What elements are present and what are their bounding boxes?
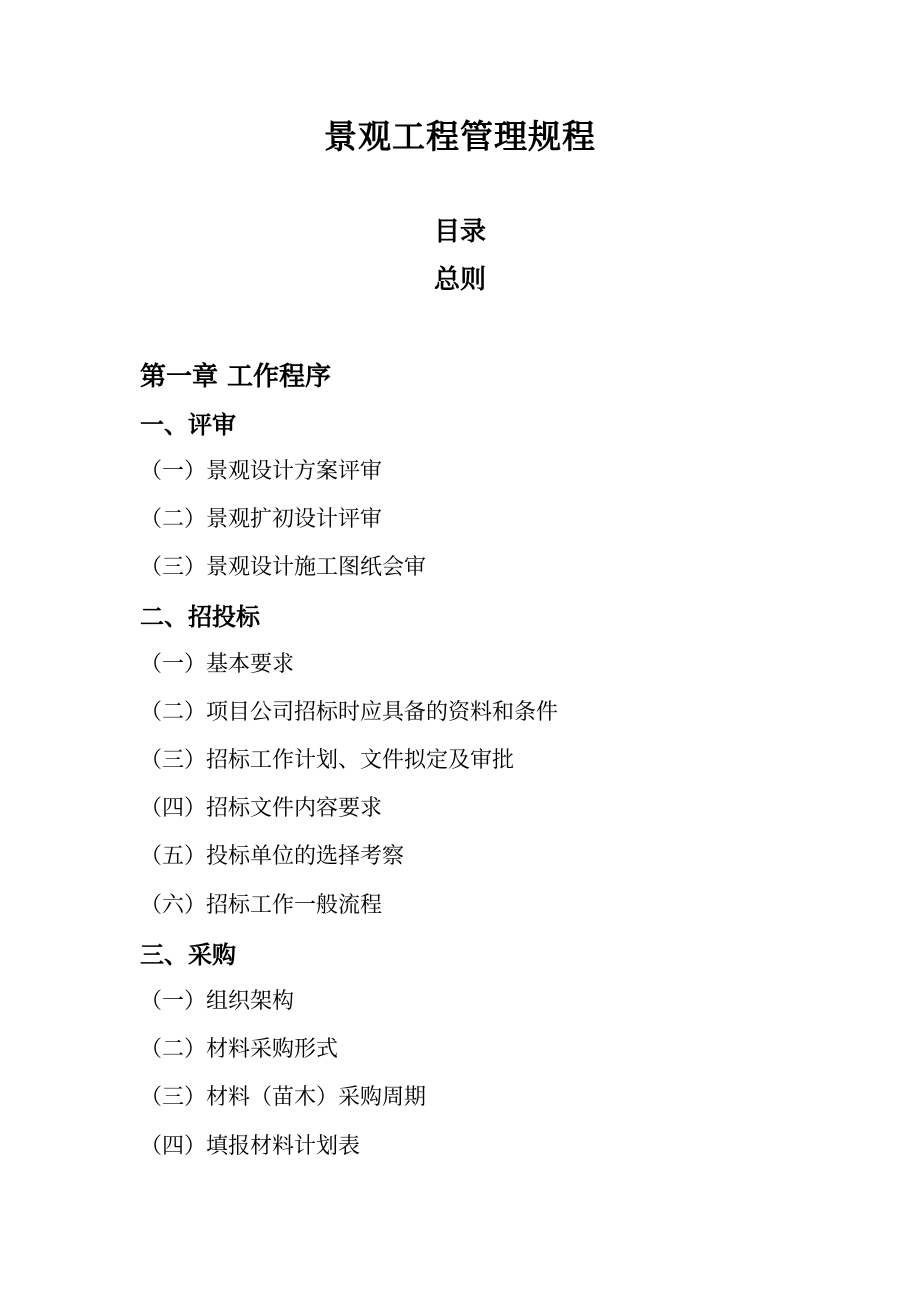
toc-item: （三）景观设计施工图纸会审	[140, 555, 427, 580]
toc-item: （三）材料（苗木）采购周期	[140, 1085, 427, 1110]
toc-item: （六）招标工作一般流程	[140, 893, 383, 918]
toc-item: （二）景观扩初设计评审	[140, 507, 383, 532]
toc-item: （五）投标单位的选择考察	[140, 844, 405, 869]
toc-item: （四）填报材料计划表	[140, 1134, 361, 1159]
chapter-heading: 第一章 工作程序	[140, 362, 332, 392]
section-heading-review: 一、评审	[140, 410, 236, 439]
toc-heading: 目录	[433, 217, 486, 247]
toc-item: （一）基本要求	[140, 652, 295, 677]
toc-item: （二）材料采购形式	[140, 1037, 339, 1062]
toc-item: （一）组织架构	[140, 989, 295, 1014]
toc-item: （四）招标文件内容要求	[140, 796, 383, 821]
toc-item: （一）景观设计方案评审	[140, 459, 383, 484]
toc-item: （三）招标工作计划、文件拟定及审批	[140, 748, 515, 773]
general-provisions-heading: 总则	[433, 265, 486, 295]
toc-item: （二）项目公司招标时应具备的资料和条件	[140, 700, 559, 725]
document-title: 景观工程管理规程	[324, 117, 596, 156]
section-heading-bidding: 二、招投标	[140, 602, 260, 631]
section-heading-procurement: 三、采购	[140, 940, 236, 969]
